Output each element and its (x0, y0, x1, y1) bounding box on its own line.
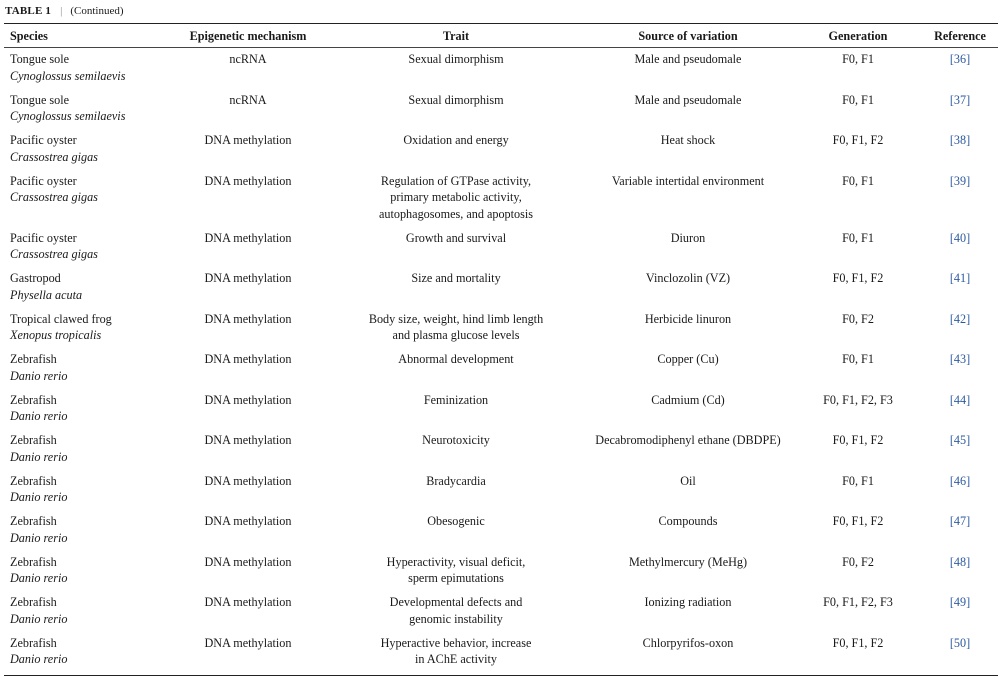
source-cell: Herbicide linuron (644, 311, 732, 326)
reference-cell[interactable] (916, 591, 1000, 632)
common-name: Tongue sole (10, 92, 70, 107)
trait-cell (336, 129, 576, 170)
scientific-name: Danio rerio (10, 368, 68, 383)
reference-cell[interactable] (916, 227, 1000, 268)
common-name: Zebrafish (10, 514, 57, 528)
caption-text: (Continued) (70, 5, 124, 17)
source-cell: Vinclozolin (VZ) (645, 271, 731, 285)
scientific-name: Danio rerio (10, 490, 68, 504)
table-row (4, 429, 1000, 470)
species-cell (4, 129, 160, 170)
common-name: Pacific oyster (10, 173, 77, 188)
table-body (4, 47, 1000, 672)
mechanism-cell: DNA methylation (204, 311, 292, 326)
mechanism-cell: DNA methylation (204, 433, 292, 447)
trait-cell (336, 551, 576, 592)
species-cell (4, 632, 160, 673)
generation-cell: F0, F1 (842, 473, 874, 488)
trait-line: Sexual dimorphism (408, 92, 504, 107)
reference-cell[interactable] (916, 47, 1000, 89)
source-cell: Male and pseudomale (634, 92, 742, 107)
reference-link[interactable]: [43] (949, 352, 971, 366)
header-generation: Generation (828, 29, 888, 43)
common-name: Tropical clawed frog (10, 311, 112, 326)
mechanism-cell: DNA methylation (204, 133, 292, 147)
trait-line: primary metabolic activity, (390, 190, 522, 204)
generation-cell: F0, F2 (842, 311, 874, 326)
source-cell: Oil (680, 473, 696, 488)
trait-cell (336, 510, 576, 551)
reference-cell[interactable] (916, 389, 1000, 430)
species-cell (4, 89, 160, 130)
mechanism-cell: DNA methylation (204, 554, 292, 569)
species-cell (4, 551, 160, 592)
reference-link[interactable]: [45] (949, 433, 971, 447)
mechanism-cell: ncRNA (229, 92, 267, 107)
trait-line: Abnormal development (398, 352, 514, 366)
trait-cell (336, 470, 576, 511)
reference-link[interactable]: [41] (949, 271, 971, 285)
reference-link[interactable]: [40] (949, 230, 971, 245)
table-top-rule (4, 23, 998, 24)
trait-line: Hyperactivity, visual deficit, (386, 554, 526, 569)
trait-cell (336, 591, 576, 632)
table-bottom-rule (4, 675, 998, 676)
source-cell: Variable intertidal environment (611, 173, 765, 188)
table-row (4, 308, 1000, 349)
header-trait: Trait (442, 29, 470, 43)
mechanism-cell: DNA methylation (204, 514, 292, 528)
trait-cell (336, 632, 576, 673)
mechanism-cell: DNA methylation (204, 173, 292, 188)
caption-separator: | (60, 5, 63, 17)
header-reference: Reference (934, 29, 986, 43)
table-row (4, 129, 1000, 170)
scientific-name: Crassostrea gigas (10, 149, 98, 164)
table-row (4, 470, 1000, 511)
trait-line: Bradycardia (426, 473, 486, 488)
common-name: Zebrafish (10, 433, 57, 447)
trait-cell (336, 348, 576, 389)
generation-cell: F0, F1 (842, 230, 874, 245)
source-cell: Ionizing radiation (644, 595, 732, 609)
trait-line: genomic instability (409, 611, 503, 626)
generation-cell: F0, F1 (842, 92, 874, 107)
reference-link[interactable]: [47] (949, 514, 971, 528)
scientific-name: Crassostrea gigas (10, 247, 98, 261)
common-name: Zebrafish (10, 635, 57, 650)
trait-cell (336, 47, 576, 89)
reference-cell[interactable] (916, 129, 1000, 170)
source-cell: Diuron (670, 230, 706, 245)
table-row (4, 551, 1000, 592)
table-row (4, 89, 1000, 130)
mechanism-cell: DNA methylation (204, 392, 292, 407)
reference-link[interactable]: [39] (949, 173, 971, 188)
reference-cell[interactable] (916, 267, 1000, 308)
trait-cell (336, 89, 576, 130)
generation-cell: F0, F1, F2 (832, 433, 884, 447)
reference-link[interactable]: [49] (949, 595, 971, 609)
reference-link[interactable]: [37] (949, 92, 971, 107)
species-cell (4, 267, 160, 308)
table-row (4, 227, 1000, 268)
reference-cell[interactable] (916, 470, 1000, 511)
reference-cell[interactable] (916, 89, 1000, 130)
trait-line: Growth and survival (405, 230, 507, 245)
common-name: Zebrafish (10, 554, 57, 569)
mechanism-cell: DNA methylation (204, 635, 292, 650)
table-row (4, 348, 1000, 389)
scientific-name: Danio rerio (10, 571, 68, 585)
table-label: TABLE 1 (5, 5, 52, 17)
reference-link[interactable]: [38] (949, 133, 971, 147)
species-cell (4, 47, 160, 89)
trait-line: Oxidation and energy (403, 133, 509, 147)
trait-line: Neurotoxicity (422, 433, 490, 447)
source-cell: Cadmium (Cd) (651, 392, 725, 407)
reference-cell[interactable] (916, 348, 1000, 389)
common-name: Pacific oyster (10, 230, 77, 245)
common-name: Zebrafish (10, 352, 57, 366)
common-name: Zebrafish (10, 595, 57, 609)
table-row (4, 267, 1000, 308)
trait-line: in AChE activity (415, 652, 497, 666)
trait-cell (336, 170, 576, 227)
mechanism-cell: DNA methylation (204, 595, 292, 609)
species-cell (4, 429, 160, 470)
common-name: Gastropod (10, 271, 61, 285)
header-row (4, 26, 1000, 47)
header-mechanism: Epigenetic mechanism (189, 29, 307, 43)
trait-line: Regulation of GTPase activity, (380, 173, 532, 188)
generation-cell: F0, F1, F2 (832, 133, 884, 147)
header-species: Species (10, 29, 48, 43)
reference-link[interactable]: [36] (949, 52, 971, 66)
trait-line: Sexual dimorphism (408, 52, 504, 66)
table-row (4, 632, 1000, 673)
trait-line: Obesogenic (427, 514, 485, 528)
scientific-name: Physella acuta (10, 287, 83, 302)
source-cell: Decabromodiphenyl ethane (DBDPE) (595, 433, 781, 447)
species-cell (4, 308, 160, 349)
trait-cell (336, 308, 576, 349)
generation-cell: F0, F1, F2, F3 (823, 392, 893, 407)
generation-cell: F0, F1, F2 (832, 635, 884, 650)
source-cell: Chlorpyrifos-oxon (642, 635, 734, 650)
scientific-name: Cynoglossus semilaevis (10, 109, 126, 123)
species-cell (4, 170, 160, 227)
trait-line: sperm epimutations (408, 571, 504, 585)
reference-cell[interactable] (916, 429, 1000, 470)
trait-cell (336, 429, 576, 470)
trait-line: and plasma glucose levels (392, 328, 520, 342)
scientific-name: Danio rerio (10, 449, 68, 464)
reference-cell[interactable] (916, 170, 1000, 227)
source-cell: Methylmercury (MeHg) (628, 554, 748, 569)
generation-cell: F0, F1, F2, F3 (823, 595, 893, 609)
generation-cell: F0, F1 (842, 173, 874, 188)
reference-link[interactable]: [46] (949, 473, 971, 488)
source-cell: Male and pseudomale (634, 52, 742, 66)
source-cell: Copper (Cu) (657, 352, 719, 366)
trait-line: Developmental defects and (389, 595, 523, 609)
species-cell (4, 227, 160, 268)
reference-cell[interactable] (916, 632, 1000, 673)
reference-link[interactable]: [44] (949, 392, 971, 407)
generation-cell: F0, F1, F2 (832, 514, 884, 528)
common-name: Zebrafish (10, 473, 57, 488)
table-row (4, 47, 1000, 89)
species-cell (4, 348, 160, 389)
scientific-name: Danio rerio (10, 611, 68, 626)
scientific-name: Danio rerio (10, 652, 68, 666)
scientific-name: Danio rerio (10, 530, 68, 545)
species-cell (4, 591, 160, 632)
mechanism-cell: DNA methylation (204, 352, 292, 366)
reference-link[interactable]: [48] (949, 554, 971, 569)
trait-cell (336, 389, 576, 430)
table-row (4, 170, 1000, 227)
species-cell (4, 389, 160, 430)
trait-line: autophagosomes, and apoptosis (378, 206, 534, 221)
reference-link[interactable]: [50] (949, 635, 971, 650)
table-row (4, 510, 1000, 551)
trait-cell (336, 267, 576, 308)
source-cell: Heat shock (660, 133, 716, 147)
data-table (4, 26, 1000, 672)
species-cell (4, 510, 160, 551)
common-name: Pacific oyster (10, 133, 77, 147)
mechanism-cell: DNA methylation (204, 271, 292, 285)
common-name: Zebrafish (10, 392, 57, 407)
reference-cell[interactable] (916, 308, 1000, 349)
scientific-name: Cynoglossus semilaevis (10, 68, 126, 83)
generation-cell: F0, F1, F2 (832, 271, 884, 285)
scientific-name: Crassostrea gigas (10, 190, 98, 204)
reference-cell[interactable] (916, 551, 1000, 592)
scientific-name: Xenopus tropicalis (10, 328, 102, 342)
mechanism-cell: ncRNA (229, 52, 267, 66)
table-row (4, 591, 1000, 632)
scientific-name: Danio rerio (10, 409, 68, 423)
species-cell (4, 470, 160, 511)
common-name: Tongue sole (10, 52, 70, 66)
table-caption (5, 4, 124, 18)
generation-cell: F0, F1 (842, 352, 874, 366)
trait-line: Size and mortality (411, 271, 501, 285)
trait-line: Feminization (423, 392, 489, 407)
header-source: Source of variation (638, 29, 738, 43)
table-row (4, 389, 1000, 430)
mechanism-cell: DNA methylation (204, 473, 292, 488)
reference-cell[interactable] (916, 510, 1000, 551)
generation-cell: F0, F2 (842, 554, 874, 569)
trait-line: Hyperactive behavior, increase (380, 635, 532, 650)
generation-cell: F0, F1 (842, 52, 874, 66)
reference-link[interactable]: [42] (949, 311, 971, 326)
trait-cell (336, 227, 576, 268)
source-cell: Compounds (658, 514, 718, 528)
trait-line: Body size, weight, hind limb length (368, 311, 544, 326)
mechanism-cell: DNA methylation (204, 230, 292, 245)
